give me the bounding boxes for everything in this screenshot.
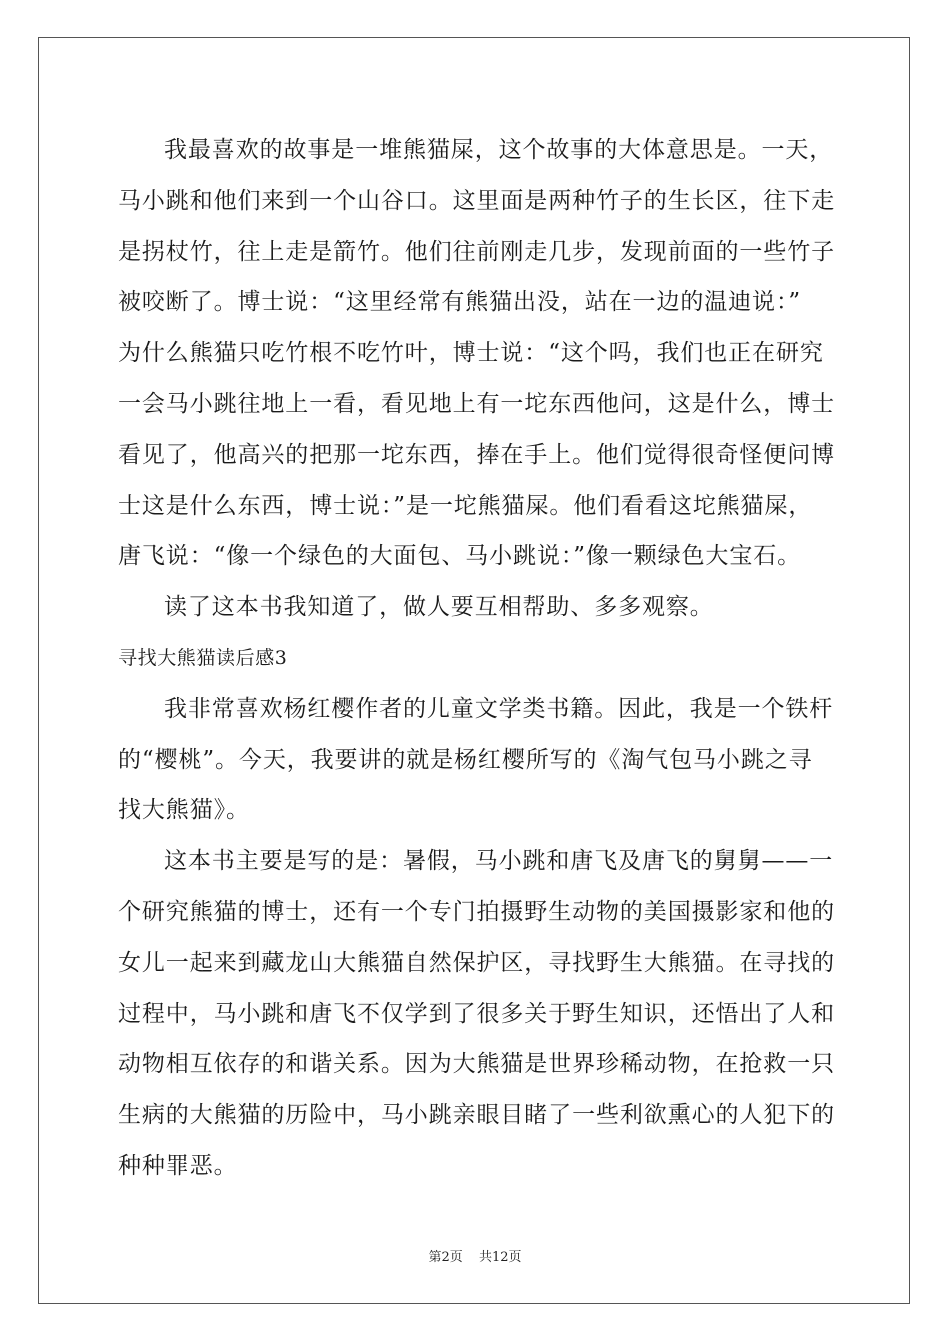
page-footer: [0, 1246, 950, 1265]
paragraph-line: 马小跳和他们来到一个山谷口。这里面是两种竹子的生长区，往下走: [118, 187, 835, 214]
paragraph-line: 为什么熊猫只吃竹根不吃竹叶，博士说：“这个吗，我们也正在研究: [118, 340, 824, 367]
section-heading: 寻找大熊猫读后感3: [118, 646, 288, 669]
paragraph-line: 我非常喜欢杨红樱作者的儿童文学类书籍。因此，我是一个铁杆: [164, 695, 834, 722]
paragraph-line: 的“樱桃”。今天，我要讲的就是杨红樱所写的《淘气包马小跳之寻: [118, 746, 813, 773]
page-number: 第2页: [428, 1250, 463, 1265]
paragraph-line: 是拐杖竹，往上走是箭竹。他们往前刚走几步，发现前面的一些竹子: [118, 238, 835, 265]
paragraph-line: 动物相互依存的和谐关系。因为大熊猫是世界珍稀动物，在抢救一只: [118, 1051, 835, 1078]
page-total: 共12页: [478, 1250, 522, 1265]
paragraph-line: 过程中，马小跳和唐飞不仅学到了很多关于野生知识，还悟出了人和: [118, 1000, 835, 1027]
paragraph-line: 这本书主要是写的是：暑假，马小跳和唐飞及唐飞的舅舅——一: [164, 848, 834, 875]
paragraph-line: 一会马小跳往地上一看，看见地上有一坨东西他问，这是什么，博士: [118, 390, 835, 417]
paragraph-line: 唐飞说：“像一个绿色的大面包、马小跳说：”像一颗绿色大宝石。: [118, 543, 802, 570]
paragraph-line: 种种罪恶。: [118, 1152, 238, 1179]
paragraph-line: 找大熊猫》。: [118, 797, 250, 824]
paragraph-line: 被咬断了。博士说：“这里经常有熊猫出没，站在一边的温迪说：”: [118, 289, 802, 316]
paragraph-line: 个研究熊猫的博士，还有一个专门拍摄野生动物的美国摄影家和他的: [118, 898, 835, 925]
document-body: [118, 125, 838, 1192]
paragraph-line: 女儿一起来到藏龙山大熊猫自然保护区，寻找野生大熊猫。在寻找的: [118, 949, 835, 976]
paragraph-line: 我最喜欢的故事是一堆熊猫屎，这个故事的大体意思是。一天，: [164, 137, 834, 163]
paragraph-line: 生病的大熊猫的历险中，马小跳亲眼目睹了一些利欲熏心的人犯下的: [118, 1102, 835, 1129]
paragraph-line: 读了这本书我知道了，做人要互相帮助、多多观察。: [164, 594, 714, 621]
paragraph-line: 士这是什么东西，博士说：”是一坨熊猫屎。他们看看这坨熊猫屎，: [118, 492, 813, 519]
paragraph-line: 看见了，他高兴的把那一坨东西，捧在手上。他们觉得很奇怪便问博: [118, 441, 835, 468]
